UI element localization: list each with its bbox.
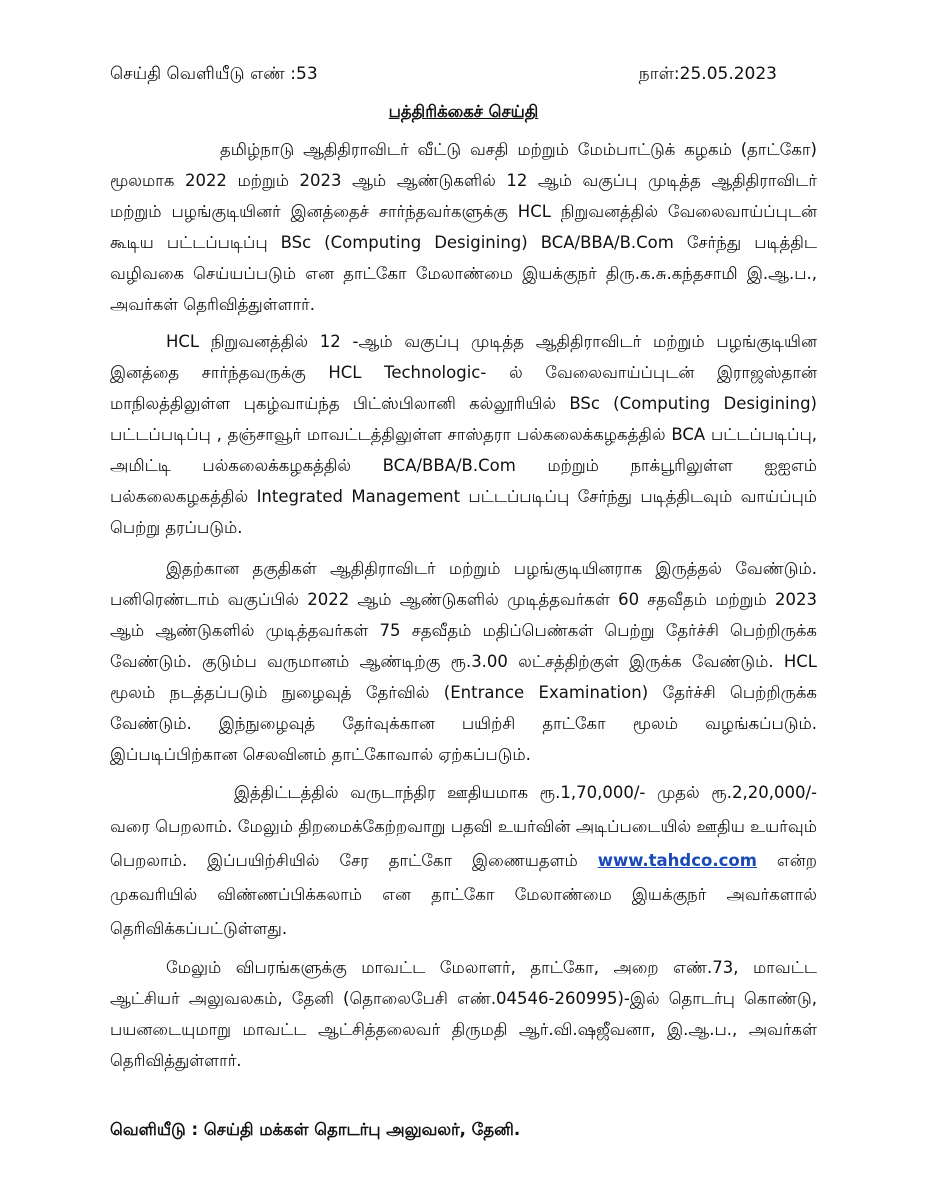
website-link[interactable]: www.tahdco.com (597, 851, 757, 870)
paragraph-eligibility: இதற்கான தகுதிகள் ஆதிதிராவிடர் மற்றும் பழங்குடியினராக இருத்தல் வேண்டும். பனிரெண்டாம் வகுப்பில் 2022 ஆம் ஆண்டுகளில் முடித்தவர்கள் 60 சதவீதம் மற்றும் 2023 ஆம் ஆண்டுகளில் முடித்தவர்கள் 75 சதவீதம் மதிப்பெண்கள் பெற்று தேர்ச்சி பெற்றிருக்க வேண்டும். குடும்ப வருமானம் ஆண்டிற்கு ரூ.3.00 லட்சத்திற்குள் இருக்க வேண்டும். HCL மூலம் நடத்தப்படும் நுழைவுத் தேர்வில் (Entrance Examination) தேர்ச்சி பெற்றிருக்க வேண்டும். இந்நுழைவுத் தேர்வுக்கான பயிற்சி தாட்கோ மூலம் வழங்கப்படும். இப்படிப்பிற்கான செலவினம் தாட்கோவால் ஏற்கப்படும். (110, 559, 817, 764)
document-title: பத்திரிக்கைச் செய்தி (388, 102, 539, 121)
paragraph-courses: HCL நிறுவனத்தில் 12 -ஆம் வகுப்பு முடித்த ஆதிதிராவிடர் மற்றும் பழங்குடியின இனத்தை சார்ந்தவருக்கு HCL Technologic- ல் வேலைவாய்ப்புடன் இராஜஸ்தான் மாநிலத்திலுள்ள புகழ்வாய்ந்த பிட்ஸ்பிலானி கல்லூரியில் BSc (Computing Desigining) பட்டப்படிப்பு , தஞ்சாவூர் மாவட்டத்திலுள்ள சாஸ்தரா பல்கலைக்கழகத்தில் BCA பட்டப்படிப்பு, அமிட்டி பல்கலைக்கழகத்தில் BCA/BBA/B.Com மற்றும் நாக்பூரிலுள்ள ஐஐஎம் பல்கலைகழகத்தில் Integrated Management பட்டப்படிப்பு சேர்ந்து படித்திடவும் வாய்ப்பும் பெற்று தரப்படும். (110, 332, 817, 537)
paragraph-contact: மேலும் விபரங்களுக்கு மாவட்ட மேலாளர், தாட்கோ, அறை எண்.73, மாவட்ட ஆட்சியர் அலுவலகம், தேனி (தொலைபேசி எண்.04546-260995)-இல் தொடர்பு கொண்டு, பயனடையுமாறு மாவட்ட ஆட்சித்தலைவர் திருமதி ஆர்.வி.ஷஜீவனா, இ.ஆ.ப., அவர்கள் தெரிவித்துள்ளார். (110, 958, 817, 1070)
release-footer: வெளியீடு : செய்தி மக்கள் தொடர்பு அலுவலர், தேனி. (110, 1120, 521, 1139)
release-number: செய்தி வெளியீடு எண் :53 (110, 64, 318, 84)
salary-text-before: இத்திட்டத்தில் வருடாந்திர ஊதியமாக ரூ.1,70,000/- முதல் ரூ.2,20,000/- வரை பெறலாம். மேலும் திறமைக்கேற்றவாறு பதவி உயர்வின் அடிப்படையில் ஊதிய உயர்வும் பெறலாம். இப்பயிற்சியில் சேர தாட்கோ இணையதளம் (110, 783, 817, 870)
document-meta (110, 62, 817, 86)
paragraph-intro: தமிழ்நாடு ஆதிதிராவிடர் வீட்டு வசதி மற்றும் மேம்பாட்டுக் கழகம் (தாட்கோ) மூலமாக 2022 மற்றும் 2023 ஆம் ஆண்டுகளில் 12 ஆம் வகுப்பு முடித்த ஆதிதிராவிடர் மற்றும் பழங்குடியினர் இனத்தைச் சார்ந்தவர்களுக்கு HCL நிறுவனத்தில் வேலைவாய்ப்புடன் கூடிய பட்டப்படிப்பு BSc (Computing Desigining) BCA/BBA/B.Com சேர்ந்து படித்திட வழிவகை செய்யப்படும் என தாட்கோ மேலாண்மை இயக்குநர் திரு.க.சு.கந்தசாமி இ.ஆ.ப., அவர்கள் தெரிவித்துள்ளார். (110, 140, 817, 314)
salary-text-after: என்ற முகவரியில் விண்ணப்பிக்கலாம் என தாட்கோ மேலாண்மை இயக்குநர் அவர்களால் தெரிவிக்கப்பட்டுள்ளது. (110, 851, 817, 938)
paragraph-salary (110, 776, 817, 946)
release-date: நாள்:25.05.2023 (638, 64, 777, 84)
